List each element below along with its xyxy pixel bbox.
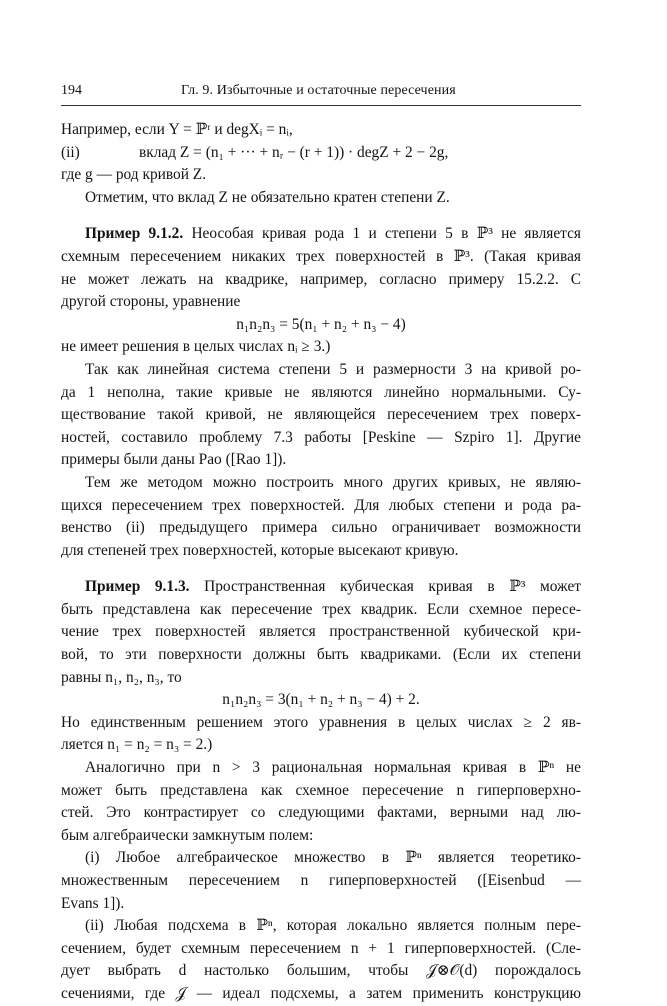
text-line: Так как линейная система степени 5 и размерности 3 на кривой ро- [85, 360, 581, 378]
equation-ii [61, 142, 581, 165]
page-header [61, 80, 581, 106]
text-line: Пространственная кубическая кривая в ℙ³ может [204, 578, 582, 596]
text-line: вой, то эти поверхности должны быть квадриками. (Если их степени [61, 646, 581, 664]
example-label: Пример 9.1.3. [85, 578, 190, 596]
page-number: 194 [61, 83, 82, 98]
text-line: схемным пересечением никаких трех поверхностей в ℙ³. (Такая кривая [61, 247, 581, 265]
text-line: для степеней трех поверхностей, которые высекают кривую. [61, 541, 459, 559]
text-line: ляется n₁ = n₂ = n₃ = 2.) [61, 736, 213, 754]
text-line: ществование такой кривой, не являющейся пересечением трех поверх- [61, 406, 581, 424]
text-line: дует выбрать d настолько большим, чтобы 𝒥⊗𝒪(d) порождалось [61, 962, 581, 980]
text-line: (ii) Любая подсхема в ℙⁿ, которая локально является полным пере- [85, 917, 581, 935]
running-title: Гл. 9. Избыточные и остаточные пересечения [181, 83, 456, 98]
text-line: ностей, составило проблему 7.3 работы [Peskine — Szpiro 1]. Другие [61, 428, 581, 446]
text-line: не имеет решения в целых числах nᵢ ≥ 3.) [61, 338, 331, 356]
display-equation: n₁n₂n₃ = 5(n₁ + n₂ + n₃ − 4) [236, 315, 406, 333]
example-label: Пример 9.1.2. [85, 225, 184, 243]
text-line: где g — род кривой Z. [61, 166, 207, 184]
text-line: щихся пересечением трех поверхностей. Для любых степени и рода ра- [61, 496, 581, 514]
text-line: стей. Это контрастирует со следующими фактами, верными над лю- [61, 804, 581, 822]
text-line: Аналогично при n > 3 рациональная нормальная кривая в ℙⁿ не [85, 759, 581, 777]
text-line: Например, если Y = ℙʳ и degXᵢ = nᵢ, [61, 121, 293, 138]
display-equation: n₁n₂n₃ = 3(n₁ + n₂ + n₃ − 4) + 2. [222, 691, 420, 709]
text-line: равны n₁, n₂, n₃, то [61, 668, 182, 686]
text-line: Тем же методом можно построить много других кривых, не являю- [85, 473, 581, 491]
text-line: Но единственным решением этого уравнения в целых числах ≥ 2 яв- [61, 713, 581, 731]
example-heading-line [61, 576, 581, 599]
text-line: венство (ii) предыдущего примера сильно ограничивает возможности [61, 519, 581, 537]
text-line: Evans 1]). [61, 894, 125, 912]
text-line: (i) Любое алгебраическое множество в ℙⁿ является теоретико- [85, 849, 581, 867]
equation-tag: (ii) [61, 143, 80, 161]
text-line: бым алгебраически замкнутым полем: [61, 826, 314, 844]
text-line: да 1 неполна, такие кривые не являются линейно нормальными. Су- [61, 383, 581, 401]
text-line: примеры были даны Рао ([Rao 1]). [61, 451, 287, 469]
text-line: чение трех поверхностей является пространственной кубической кри- [61, 623, 581, 641]
text-line: быть представлена как пересечение трех квадрик. Если схемное пересе- [61, 600, 581, 618]
text-line: сечениями, где 𝒥 — идеал подсхемы, а затем применить конструкцию [61, 984, 581, 1002]
equation-body: вклад Z = (n₁ + ··· + nᵣ − (r + 1)) · degZ + 2 − 2g, [139, 143, 449, 161]
text-line: Неособая кривая рода 1 и степени 5 в ℙ³ не является [191, 225, 581, 243]
text-line: не может лежать на квадрике, например, согласно примеру 15.2.2. С [61, 270, 581, 288]
text-line: другой стороны, уравнение [61, 293, 241, 311]
text-line: множественным пересечением n гиперповерхностей ([Eisenbud — [61, 872, 581, 889]
text-line: может быть представлена как схемное пересечение n гиперповерхно- [61, 781, 581, 799]
text-line: сечением, будет схемным пересечением n + 1 гиперповерхностей. (Сле- [61, 939, 581, 957]
text-line: Отметим, что вклад Z не обязательно кратен степени Z. [85, 188, 450, 206]
book-page [61, 80, 581, 1006]
example-heading-line [61, 223, 581, 246]
